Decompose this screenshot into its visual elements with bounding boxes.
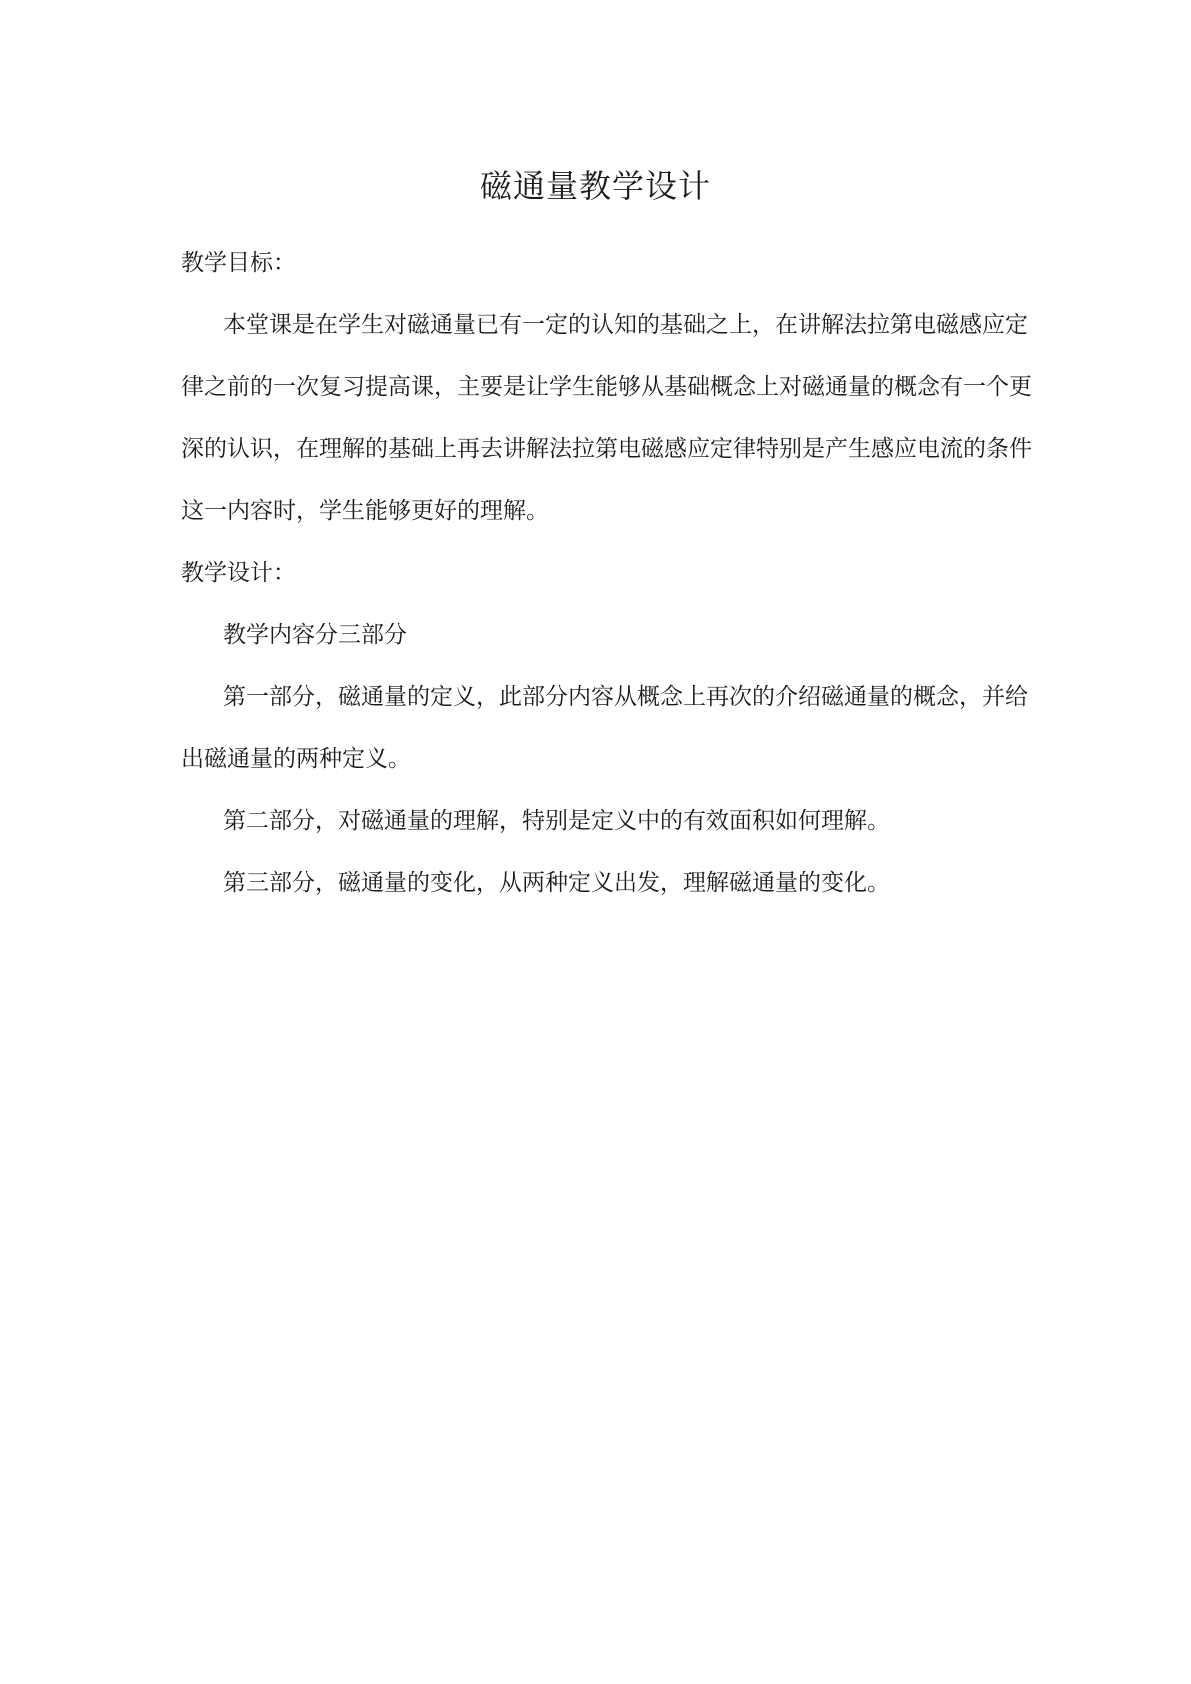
- paragraph-part-three: 第三部分，磁通量的变化，从两种定义出发，理解磁通量的变化。: [223, 870, 890, 896]
- paragraph-content-overview: 教学内容分三部分: [223, 622, 407, 648]
- paragraph-part-two: 第二部分，对磁通量的理解，特别是定义中的有效面积如何理解。: [223, 808, 890, 834]
- paragraph-goals: 本堂课是在学生对磁通量已有一定的认知的基础之上，在讲解法拉第电磁感应定律之前的一次复习提高课，主要是让学生能够从基础概念上对磁通量的概念有一个更深的认识，在理解的基础上再去讲解法拉第电磁感应定律特别是产生感应电流的条件这一内容时，学生能够更好的理解。: [181, 312, 1032, 524]
- section-heading-design: 教学设计：: [181, 560, 296, 586]
- paragraph-part-one: 第一部分，磁通量的定义，此部分内容从概念上再次的介绍磁通量的概念，并给出磁通量的两种定义。: [181, 684, 1028, 772]
- section-heading-goals: 教学目标：: [181, 250, 296, 276]
- document-title: 磁通量教学设计: [479, 167, 711, 205]
- document-body: [181, 232, 1041, 914]
